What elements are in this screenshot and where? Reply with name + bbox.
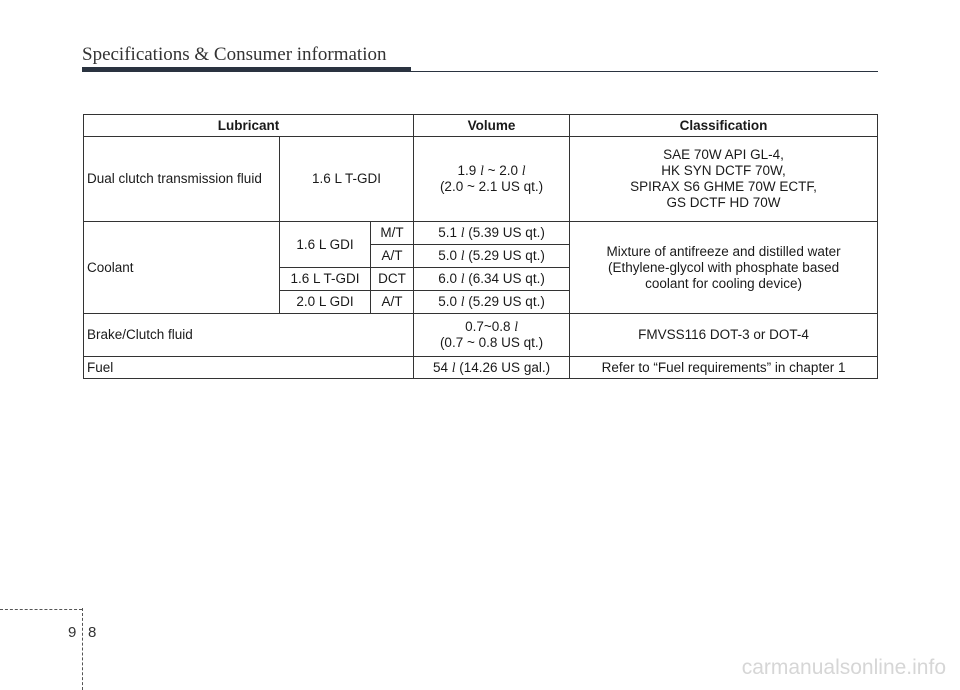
lubricant-spec-table — [83, 114, 878, 379]
fuel-classification: Refer to “Fuel requirements” in chapter 1 — [570, 357, 878, 379]
coolant-trans: A/T — [371, 245, 414, 268]
brake-volume: 0.7~0.8 l (0.7 ~ 0.8 US qt.) — [414, 314, 570, 357]
coolant-engine: 2.0 L GDI — [280, 291, 371, 314]
table-row-dual-clutch — [84, 137, 878, 222]
header-classification: Classification — [570, 115, 878, 137]
coolant-trans: M/T — [371, 222, 414, 245]
footer-vertical-divider — [82, 608, 83, 690]
dual-clutch-volume: 1.9 l ~ 2.0 l (2.0 ~ 2.1 US qt.) — [414, 137, 570, 222]
coolant-classification: Mixture of antifreeze and distilled water (Ethylene-glycol with phosphate based coolant for cooling device) — [570, 222, 878, 314]
header-rule-thin — [411, 71, 878, 72]
table-row-fuel — [84, 357, 878, 379]
coolant-volume: 5.0 l (5.29 US qt.) — [414, 291, 570, 314]
coolant-volume: 6.0 l (6.34 US qt.) — [414, 268, 570, 291]
brake-name: Brake/Clutch fluid — [84, 314, 414, 357]
coolant-volume: 5.1 l (5.39 US qt.) — [414, 222, 570, 245]
chapter-number: 9 — [68, 624, 77, 641]
dual-clutch-classification: SAE 70W API GL-4, HK SYN DCTF 70W, SPIRAX S6 GHME 70W ECTF, GS DCTF HD 70W — [570, 137, 878, 222]
table-header-row — [84, 115, 878, 137]
header-lubricant: Lubricant — [84, 115, 414, 137]
header-volume: Volume — [414, 115, 570, 137]
watermark: carmanualsonline.info — [741, 656, 946, 679]
dual-clutch-engine: 1.6 L T-GDI — [280, 137, 414, 222]
fuel-volume: 54 l (14.26 US gal.) — [414, 357, 570, 379]
dual-clutch-name: Dual clutch transmission fluid — [84, 137, 280, 222]
header-rule-thick — [82, 67, 411, 72]
coolant-volume: 5.0 l (5.29 US qt.) — [414, 245, 570, 268]
footer-horizontal-divider — [0, 609, 82, 610]
coolant-engine: 1.6 L T-GDI — [280, 268, 371, 291]
table-row-brake — [84, 314, 878, 357]
brake-classification: FMVSS116 DOT-3 or DOT-4 — [570, 314, 878, 357]
page-header-title: Specifications & Consumer information — [82, 44, 387, 65]
page-number: 8 — [88, 624, 97, 641]
coolant-engine: 1.6 L GDI — [280, 222, 371, 268]
coolant-trans: A/T — [371, 291, 414, 314]
fuel-name: Fuel — [84, 357, 414, 379]
coolant-trans: DCT — [371, 268, 414, 291]
coolant-name: Coolant — [84, 222, 280, 314]
table-row-coolant — [84, 222, 878, 245]
